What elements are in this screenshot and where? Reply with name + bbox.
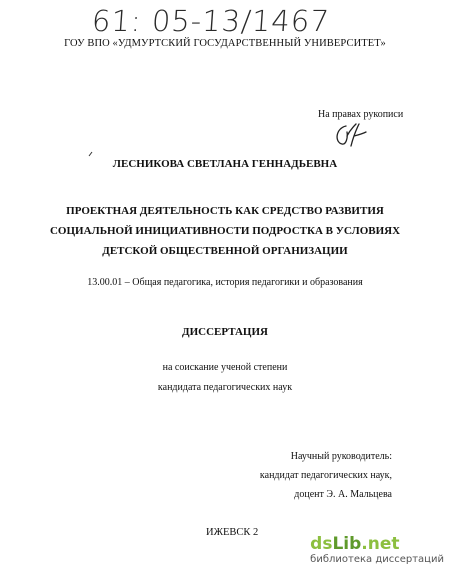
signature-mark — [332, 120, 368, 150]
watermark-logo — [310, 535, 444, 553]
supervisor-line: кандидат педагогических наук, — [259, 470, 392, 481]
document-type: ДИССЕРТАЦИЯ — [182, 326, 268, 338]
dissertation-title — [40, 201, 410, 261]
title-line: ДЕТСКОЙ ОБЩЕСТВЕННОЙ ОРГАНИЗАЦИИ — [102, 245, 348, 257]
degree-line: кандидата педагогических наук — [157, 382, 293, 393]
supervisor-line: Научный руководитель: — [290, 451, 392, 462]
stray-mark — [88, 151, 94, 157]
title-line: СОЦИАЛЬНОЙ ИНИЦИАТИВНОСТИ ПОДРОСТКА В УСЛОВИЯХ — [49, 225, 401, 237]
institution-name: ГОУ ВПО «УДМУРТСКИЙ ГОСУДАРСТВЕННЫЙ УНИВЕРСИТЕТ» — [64, 38, 386, 49]
author-name: ЛЕСНИКОВА СВЕТЛАНА ГЕННАДЬЕВНА — [112, 158, 338, 170]
watermark-part: .net — [361, 534, 400, 554]
specialty-code: 13.00.01 – Общая педагогика, история педагогики и образования — [87, 277, 363, 288]
degree-line: на соискание ученой степени — [162, 362, 288, 373]
rights-note: На правах рукописи — [318, 109, 404, 120]
city-year: ИЖЕВСК 2 — [206, 527, 259, 538]
watermark-part: ds — [310, 534, 333, 554]
watermark-part: Lib — [332, 534, 362, 554]
scientific-supervisor — [260, 447, 392, 504]
watermark-subtitle: библиотека диссертаций — [310, 554, 444, 565]
degree-description — [0, 358, 450, 398]
supervisor-line: доцент Э. А. Мальцева — [294, 489, 392, 500]
handwritten-registry-number: 61: 05-13/1467 — [90, 4, 331, 38]
title-line: ПРОЕКТНАЯ ДЕЯТЕЛЬНОСТЬ КАК СРЕДСТВО РАЗВИТИЯ — [66, 205, 384, 217]
dslib-watermark — [310, 535, 444, 566]
